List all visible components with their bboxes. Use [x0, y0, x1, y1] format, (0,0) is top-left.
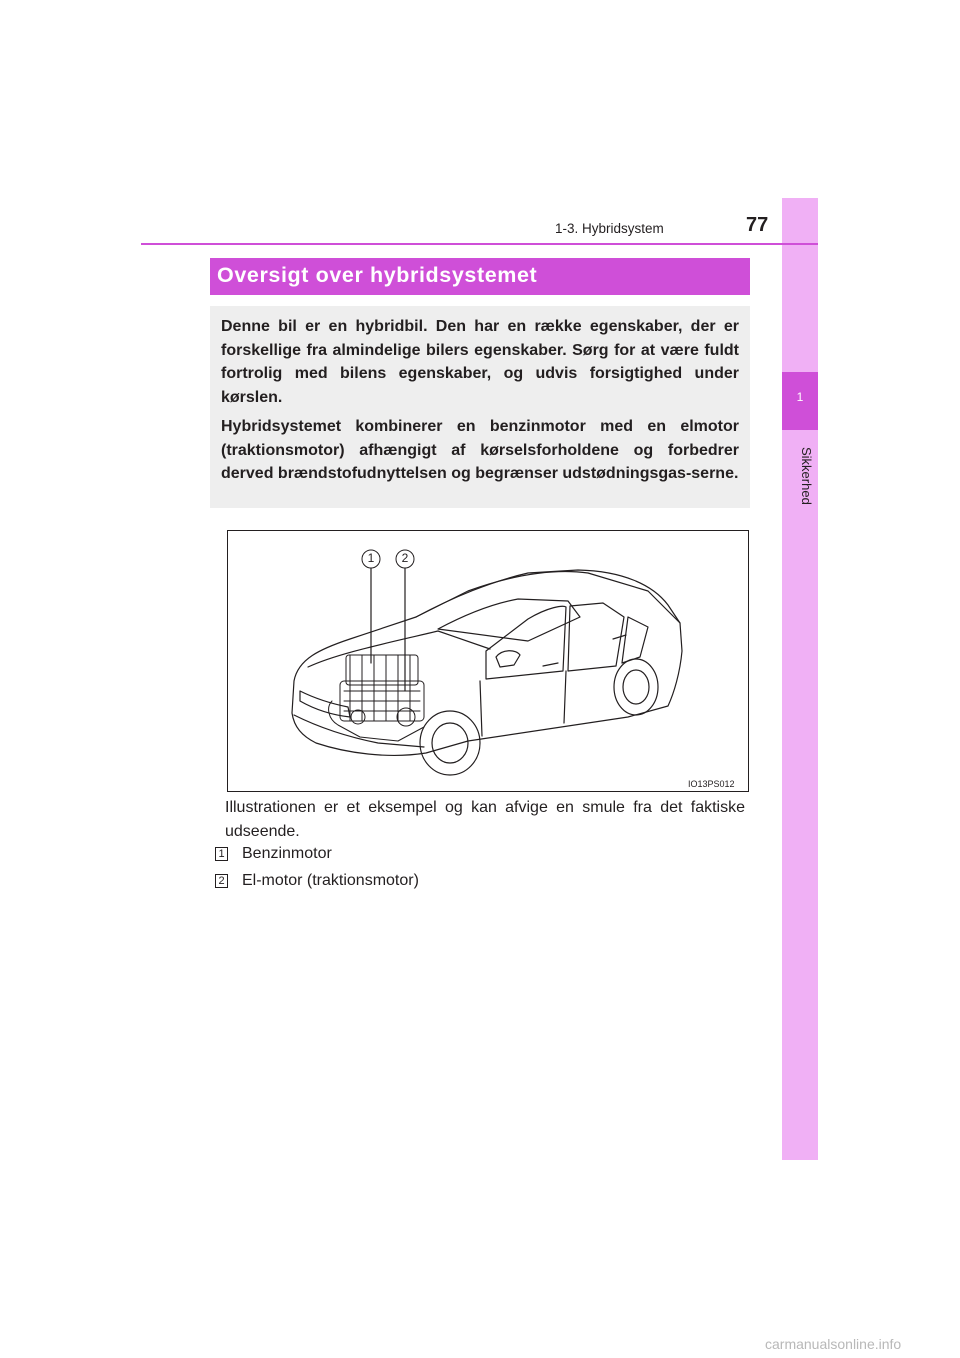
side-tab-chapter-number: 1 [796, 390, 804, 404]
intro-paragraph-1: Denne bil er en hybridbil. Den har en række egenskaber, der er forskellige fra almindelige bilers egenskaber. Sørg for at være fuldt fortrolig med bilens egenskaber, og udvis forsigtighed under kørslen. [221, 318, 739, 406]
legend-number-box: 1 [215, 847, 228, 861]
callout-1-label: 1 [367, 551, 375, 565]
legend-number-box: 2 [215, 874, 228, 888]
hybrid-engine-assembly [329, 655, 424, 741]
car-illustration-frame [227, 530, 749, 792]
door-line-front [480, 681, 482, 736]
rear-wheel-rim [623, 670, 649, 704]
figure-caption: Illustrationen er et eksempel og kan afvige en smule fra det faktiske udseende. [225, 799, 745, 840]
section-title-bar [210, 258, 750, 295]
car-illustration [228, 531, 748, 791]
door-handle-front [543, 663, 558, 666]
car-roof-line [416, 572, 680, 623]
door-line-rear [564, 671, 566, 723]
legend-label: Benzinmotor [242, 845, 332, 862]
rear-quarter-window [622, 617, 648, 663]
header-rule [141, 243, 818, 245]
intro-box [210, 306, 750, 508]
headlight [300, 691, 350, 717]
watermark: carmanualsonline.info [765, 1336, 902, 1352]
figure-code: IO13PS012 [688, 779, 735, 789]
legend-item [215, 872, 419, 890]
hood-line [308, 631, 490, 667]
legend-label: El-motor (traktionsmotor) [242, 872, 419, 889]
rear-wheel [614, 659, 658, 715]
front-wheel [420, 711, 480, 775]
door-handle-rear [613, 635, 626, 639]
callout-2-label: 2 [401, 551, 409, 565]
intro-paragraph-2: Hybridsystemet kombinerer en benzinmotor med en elmotor (traktionsmotor) afhængigt af kørselsforholdene og forbedrer derved brændstofudnyttelsen og begrænser udstødningsgas-serne. [221, 418, 739, 482]
side-tab-strip [782, 198, 818, 1160]
section-title: Oversigt over hybridsystemet [217, 263, 538, 287]
side-mirror [496, 651, 520, 667]
side-tab-section-label: Sikkerhed [799, 447, 814, 505]
legend-item [215, 845, 332, 863]
page-number: 77 [746, 214, 769, 236]
windshield-line [438, 599, 580, 641]
front-side-window [486, 606, 566, 679]
header-section-title: 1-3. Hybridsystem [555, 221, 664, 236]
